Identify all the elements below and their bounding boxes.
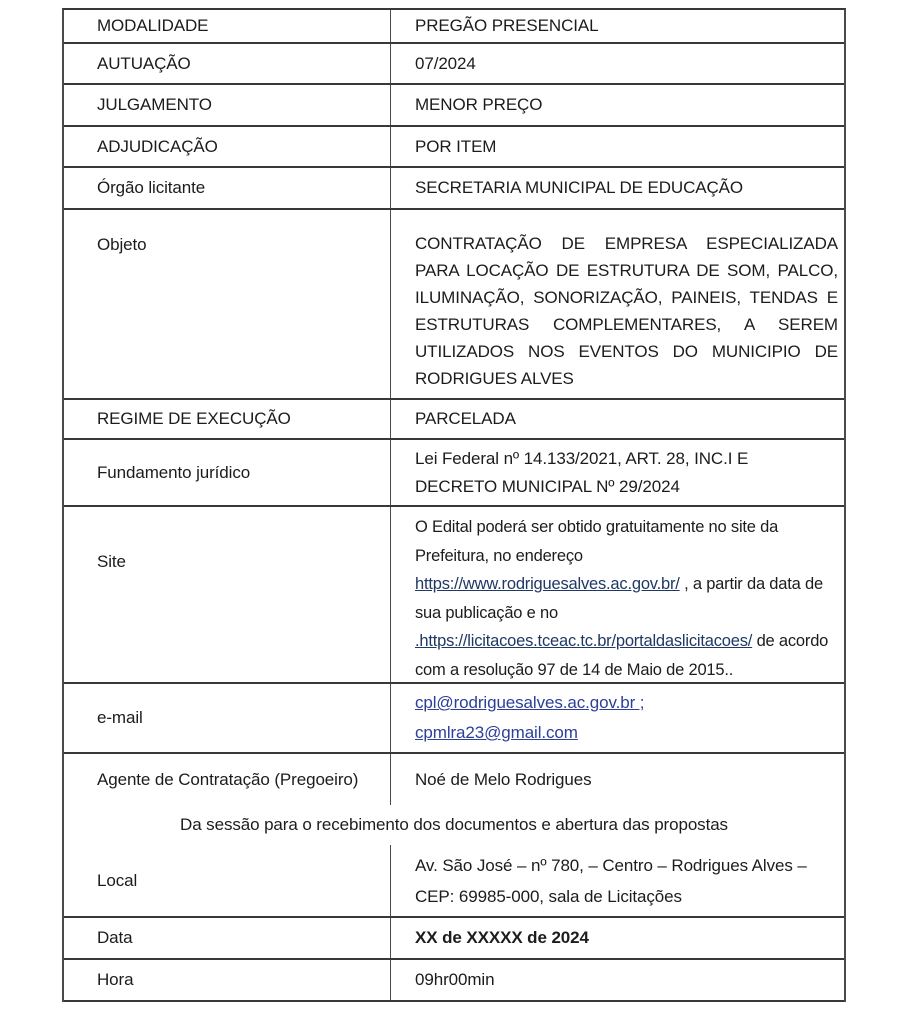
table-row-email	[64, 684, 844, 754]
table-row-session-header	[64, 805, 844, 845]
row-value-cell	[391, 684, 844, 752]
row-label: Data	[97, 928, 133, 947]
objeto-text: CONTRATAÇÃO DE EMPRESA ESPECIALIZADA PARA LOCAÇÃO DE ESTRUTURA DE SOM, PALCO, ILUMINAÇÃO, SONORIZAÇÃO, PAINEIS, TENDAS E ESTRUTURAS COMPLEMENTARES, A SEREM UTILIZADOS NOS EVENTOS DO MUNICIPIO DE RODRIGUES ALVES	[415, 234, 838, 388]
site-notice-text-1: O Edital poderá ser obtido gratuitamente no site da Prefeitura, no endereço	[415, 518, 779, 565]
row-value-cell	[391, 440, 844, 505]
row-label: Objeto	[97, 235, 147, 254]
row-value-cell	[391, 85, 844, 125]
row-label-cell	[64, 440, 391, 505]
email-links	[415, 688, 644, 748]
row-label: JULGAMENTO	[97, 95, 212, 114]
table-row-objeto	[64, 210, 844, 400]
row-label-cell	[64, 168, 391, 208]
table-row-local	[64, 845, 844, 918]
table-row-data	[64, 918, 844, 960]
email-link-cpl[interactable]: cpl@rodriguesalves.ac.gov.br ;	[415, 693, 645, 712]
row-label: e-mail	[97, 708, 143, 727]
legal-basis-line-1: Lei Federal nº 14.133/2021, ART. 28, INC.I E	[415, 448, 749, 468]
row-value: 07/2024	[415, 53, 476, 73]
row-label-cell	[64, 684, 391, 752]
row-value-cell	[391, 918, 844, 958]
row-label-cell	[64, 400, 391, 438]
email-link-gmail[interactable]: cpmlra23@gmail.com	[415, 723, 578, 742]
table-row-site	[64, 507, 844, 684]
legal-basis-text	[415, 445, 748, 501]
row-value-cell	[391, 507, 844, 682]
row-value: PREGÃO PRESENCIAL	[415, 16, 599, 35]
row-label-cell	[64, 918, 391, 958]
row-value-cell	[391, 10, 844, 42]
table-row-regime-execucao	[64, 400, 844, 440]
row-label: ADJUDICAÇÃO	[97, 136, 218, 156]
row-label-cell	[64, 10, 391, 42]
row-label-cell	[64, 845, 391, 916]
licitacao-summary-table	[62, 8, 846, 1002]
row-label: Local	[97, 870, 138, 890]
row-value-cell	[391, 210, 844, 398]
row-label: MODALIDADE	[97, 16, 209, 35]
row-label-cell	[64, 960, 391, 1000]
row-label-cell	[64, 210, 391, 398]
row-value-cell	[391, 845, 844, 916]
row-value-cell	[391, 44, 844, 83]
legal-basis-line-2: DECRETO MUNICIPAL Nº 29/2024	[415, 476, 680, 496]
session-time: 09hr00min	[415, 970, 495, 989]
row-label-cell	[64, 85, 391, 125]
address-line-1: Av. São José – nº 780, – Centro – Rodrigues Alves –	[415, 855, 807, 875]
row-value-cell	[391, 168, 844, 208]
row-label: Agente de Contratação (Pregoeiro)	[97, 769, 359, 789]
row-label: Hora	[97, 970, 134, 989]
row-value: POR ITEM	[415, 136, 497, 156]
tceac-portal-link[interactable]: .https://licitacoes.tceac.tc.br/portaldaslicitacoes/	[415, 632, 753, 650]
table-row-agente-contratacao	[64, 754, 844, 805]
table-row-hora	[64, 960, 844, 1002]
site-notice-text-2: , a partir da data de sua publicação e no	[415, 575, 823, 622]
row-label: Fundamento jurídico	[97, 462, 251, 482]
row-label-cell	[64, 507, 391, 682]
table-row-modalidade	[64, 10, 844, 44]
row-label: REGIME DE EXECUÇÃO	[97, 409, 291, 428]
row-value: MENOR PREÇO	[415, 95, 543, 114]
row-label: AUTUAÇÃO	[97, 53, 191, 73]
row-label-cell	[64, 754, 391, 805]
row-value-cell	[391, 960, 844, 1000]
address-text	[415, 850, 807, 912]
row-value-cell	[391, 400, 844, 438]
table-row-orgao-licitante	[64, 168, 844, 210]
prefeitura-site-link[interactable]: https://www.rodriguesalves.ac.gov.br/	[415, 575, 680, 593]
address-line-2: CEP: 69985-000, sala de Licitações	[415, 886, 682, 906]
table-row-autuacao	[64, 44, 844, 85]
row-label: Site	[97, 552, 126, 571]
row-label-cell	[64, 127, 391, 166]
table-row-adjudicacao	[64, 127, 844, 168]
row-value: Noé de Melo Rodrigues	[415, 769, 592, 789]
table-row-julgamento	[64, 85, 844, 127]
row-label: Órgão licitante	[97, 178, 206, 197]
session-header-text: Da sessão para o recebimento dos documentos e abertura das propostas	[180, 815, 728, 834]
row-label-cell	[64, 44, 391, 83]
row-value-cell	[391, 754, 844, 805]
site-notice-text-3: de acordo com a resolução 97 de 14 de Maio de 2015..	[415, 632, 829, 679]
row-value: PARCELADA	[415, 409, 516, 428]
row-value: SECRETARIA MUNICIPAL DE EDUCAÇÃO	[415, 178, 744, 197]
session-date-placeholder: XX de XXXXX de 2024	[415, 928, 589, 947]
row-value-cell	[391, 127, 844, 166]
table-row-fundamento-juridico	[64, 440, 844, 507]
session-section-header	[64, 805, 844, 845]
